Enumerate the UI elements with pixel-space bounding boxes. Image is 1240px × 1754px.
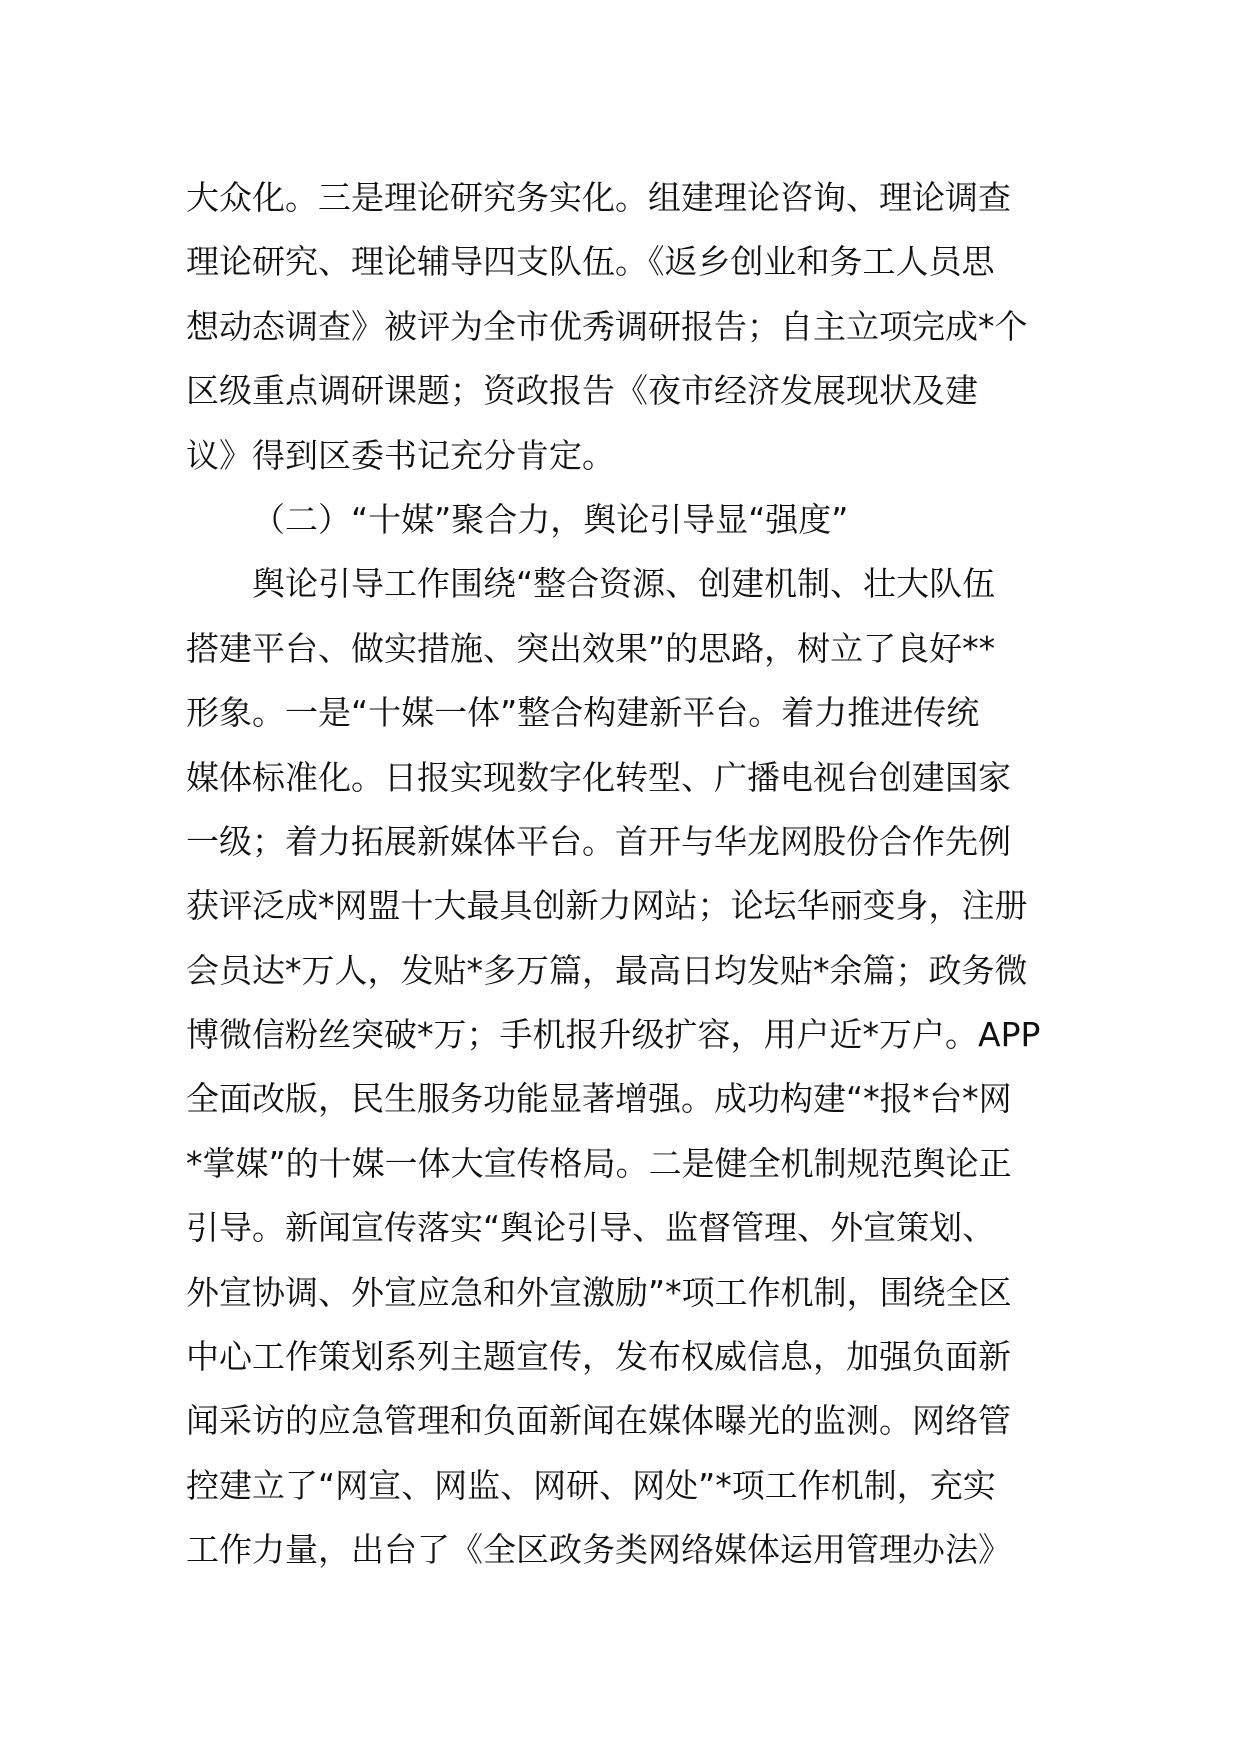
body-line: 引导。新闻宣传落实“舆论引导、监督管理、外宣策划、: [186, 1208, 996, 1248]
body-line: 形象。一是“十媒一体”整合构建新平台。着力推进传统: [186, 693, 980, 733]
body-line: 区级重点调研课题；资政报告《夜市经济发展现状及建: [186, 371, 978, 411]
body-line: 闻采访的应急管理和负面新闻在媒体曝光的监测。网络管: [186, 1401, 1011, 1441]
section-heading: （二）“十媒”聚合力，舆论引导显“强度”: [252, 499, 849, 539]
body-line: 博微信粉丝突破*万；手机报升级扩容，用户近*万户。APP: [186, 1015, 1041, 1055]
body-line: 搭建平台、做实措施、突出效果”的思路，树立了良好**: [186, 628, 996, 668]
body-line: 获评泛成*网盟十大最具创新力网站；论坛华丽变身，注册: [186, 886, 1028, 926]
body-line: 一级；着力拓展新媒体平台。首开与华龙网股份合作先例: [186, 821, 1011, 861]
body-line: 会员达*万人，发贴*多万篇，最高日均发贴*余篇；政务微: [186, 950, 1028, 990]
body-line: 议》得到区委书记充分肯定。: [186, 435, 615, 475]
document-body: [186, 166, 1076, 1583]
body-line: 外宣协调、外宣应急和外宣激励”*项工作机制，围绕全区: [186, 1272, 1012, 1312]
body-line: 媒体标准化。日报实现数字化转型、广播电视台创建国家: [186, 757, 1011, 797]
body-line: 中心工作策划系列主题宣传，发布权威信息，加强负面新: [186, 1337, 1011, 1377]
paragraph-first-line: 舆论引导工作围绕“整合资源、创建机制、壮大队伍: [252, 564, 996, 604]
body-line: 理论研究、理论辅导四支队伍。《返乡创业和务工人员思: [186, 242, 995, 282]
body-line: 大众化。三是理论研究务实化。组建理论咨询、理论调查: [186, 178, 1011, 217]
body-line: 控建立了“网宣、网监、网研、网处”*项工作机制，充实: [186, 1465, 996, 1505]
body-line: 全面改版，民生服务功能显著增强。成功构建“*报*台*网: [186, 1079, 1012, 1119]
body-line: 工作力量，出台了《全区政务类网络媒体运用管理办法》: [186, 1530, 1011, 1570]
body-line: *掌媒”的十媒一体大宣传格局。二是健全机制规范舆论正: [186, 1143, 1012, 1183]
body-line: 想动态调查》被评为全市优秀调研报告；自主立项完成*个: [186, 306, 1028, 346]
